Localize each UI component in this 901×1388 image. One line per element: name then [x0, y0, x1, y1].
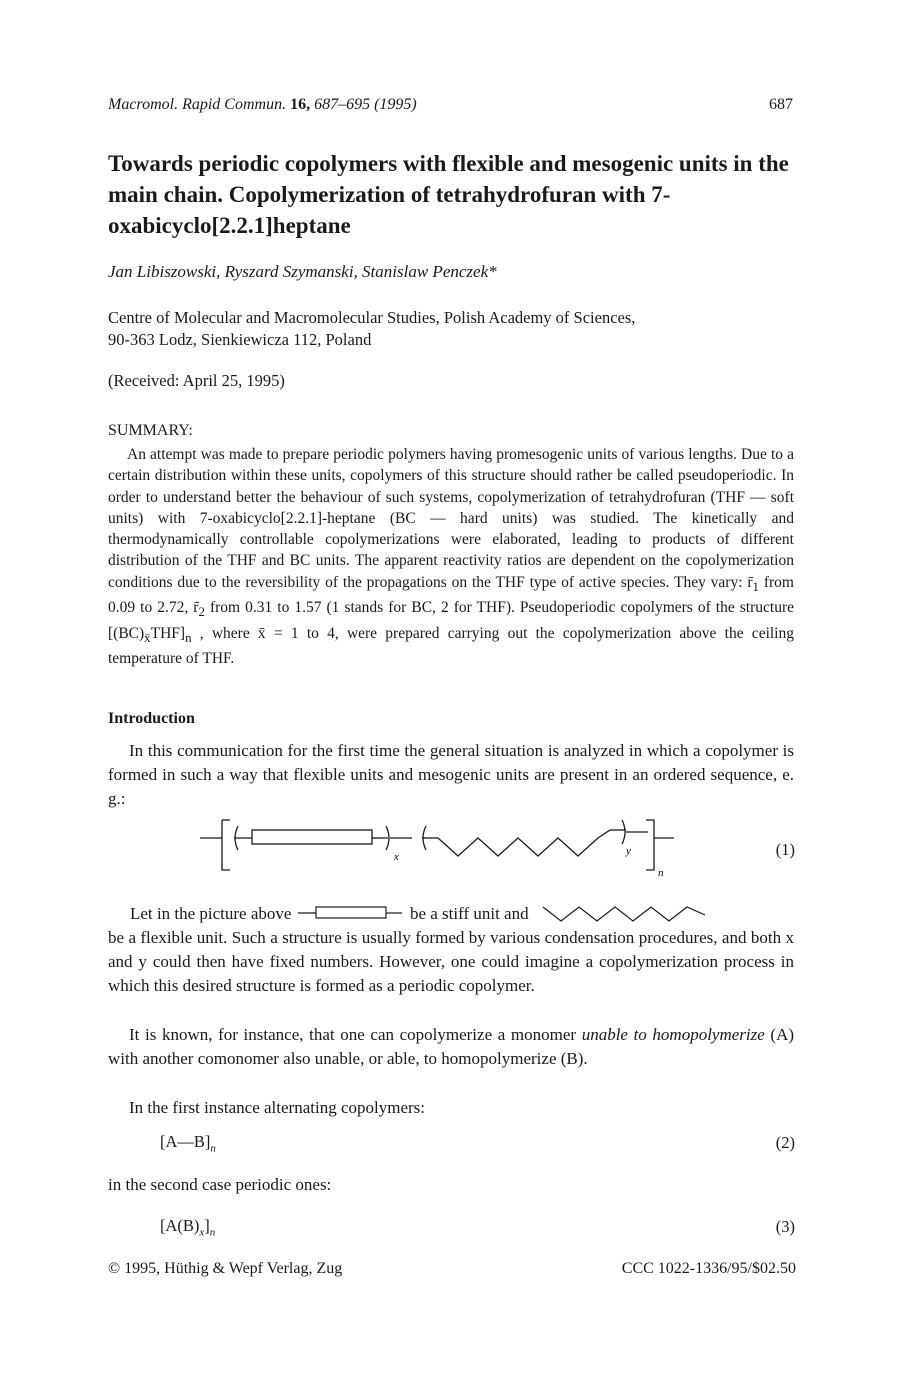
- eq1-y-subscript: y: [626, 845, 631, 857]
- p3-part-a: It is known, for instance, that one can copolymerize a monomer: [129, 1025, 582, 1044]
- article-title: Towards periodic copolymers with flexible and mesogenic units in the main chain. Copolymerization of tetrahydrofuran with 7-oxabicyclo[2.2.1]heptane: [108, 151, 789, 238]
- eq1-x-subscript: x: [394, 851, 399, 863]
- introduction-heading: Introduction: [108, 710, 195, 727]
- flexible-unit-symbol: [541, 905, 709, 923]
- equation-2: [160, 1132, 216, 1154]
- p3-part-b: (A) with another comonomer also unable, or able, to homopolymerize (B).: [108, 1025, 795, 1068]
- volume: 16,: [290, 96, 311, 113]
- journal-name: Macromol. Rapid Commun.: [108, 96, 287, 113]
- eq1-n-subscript: n: [658, 867, 664, 879]
- equation-3: [160, 1216, 215, 1238]
- eq2-body: [A—B]: [160, 1132, 211, 1151]
- p3-italic: unable to homopolymerize: [581, 1025, 765, 1044]
- eq3-subscript: n: [209, 1226, 216, 1239]
- received-date: (Received: April 25, 1995): [108, 371, 285, 390]
- p2-part-a: Let in the picture above: [130, 904, 292, 923]
- equation-1-number: (1): [775, 840, 795, 859]
- intro-paragraph-3: [108, 1023, 794, 1071]
- summary-part-1: An attempt was made to prepare periodic polymers having promesogenic units of various lengths. Due to a certain distribution within these units, copolymers of this structure should rather be called pseudoperiodic. In order to understand better the behaviour of such systems, copolymerization of tetrahydrofuran (THF — soft units) with 7-oxabicyclo[2.2.1]-heptane (BC — hard units) was studied. The kinetically and thermodynamically controllable copolymerizations were elaborated, leading to products of different distribution of the THF and BC units. The apparent reactivity ratios are dependent on the copolymerization conditions due to the reversibility of the propagations on the THF type of active species. They vary: r̄: [108, 446, 794, 591]
- authors: Jan Libiszowski, Ryszard Szymanski, Stanislaw Penczek*: [108, 262, 497, 281]
- affiliation: [108, 307, 808, 351]
- running-head: [108, 96, 417, 114]
- structure-n-subscript: n: [185, 629, 192, 645]
- summary-heading: SUMMARY:: [108, 422, 193, 439]
- intro-paragraph-2: be a flexible unit. Such a structure is usually formed by various condensation procedures, and both x and y could then have fixed numbers. However, one could imagine a copolymerization process in which this desired structure is formed as a periodic copolymer.: [108, 928, 794, 995]
- intro-paragraph-4: In the first instance alternating copolymers:: [129, 1098, 425, 1117]
- eq2-subscript: n: [210, 1142, 216, 1155]
- structure-formula: [108, 624, 192, 645]
- eq3-x-subscript: x: [199, 1226, 205, 1239]
- affiliation-line-2: 90-363 Lodz, Sienkiewicza 112, Poland: [108, 330, 372, 349]
- page-number: 687: [769, 96, 793, 113]
- summary-part-4: , where x̄ = 1 to 4, were prepared carrying out the copolymerization above the ceiling temperature of THF.: [108, 624, 794, 667]
- p2-part-b: be a stiff unit and: [409, 904, 529, 923]
- eq3-body: [A(B): [160, 1216, 200, 1235]
- structure-x-subscript: x̄: [144, 629, 151, 645]
- summary-text: [108, 444, 794, 669]
- intro-paragraph-2-line-1: [130, 902, 794, 926]
- intro-paragraph-1: In this communication for the first time the general situation is analyzed in which a copolymer is formed in such a way that flexible units and mesogenic units are present in an ordered sequence, e. g.:: [108, 741, 794, 808]
- eq3-close: ]: [204, 1216, 210, 1235]
- pages-year: 687–695 (1995): [314, 96, 417, 113]
- copyright: © 1995, Hüthig & Wepf Verlag, Zug: [108, 1260, 343, 1277]
- r2-subscript: 2: [198, 604, 205, 620]
- affiliation-line-1: Centre of Molecular and Macromolecular Studies, Polish Academy of Sciences,: [108, 308, 636, 327]
- intro-paragraph-5: in the second case periodic ones:: [108, 1175, 332, 1194]
- summary-part-2: from 0.09 to 2.72, r̄: [108, 573, 794, 617]
- structure-start: [(BC): [108, 624, 145, 642]
- equation-2-number: (2): [775, 1133, 795, 1152]
- equation-3-number: (3): [775, 1217, 795, 1236]
- stiff-unit-symbol: [296, 904, 406, 922]
- r1-subscript: 1: [752, 578, 759, 594]
- structure-mid: THF]: [150, 624, 186, 642]
- summary-part-3: from 0.31 to 1.57 (1 stands for BC, 2 for THF). Pseudoperiodic copolymers of the structure: [204, 599, 794, 617]
- equation-1-diagram: [190, 808, 710, 888]
- ccc-code: CCC 1022-1336/95/$02.50: [621, 1260, 796, 1277]
